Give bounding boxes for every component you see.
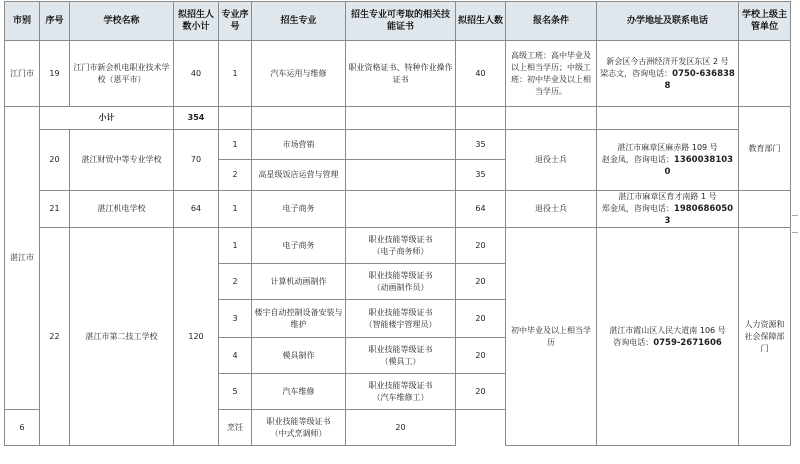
address-text: 新会区今古洲经济开发区东区 2 号	[606, 56, 729, 66]
plan-count-cell: 20	[456, 374, 506, 410]
phone-number: 19806860503	[664, 204, 734, 226]
header-plan-count: 拟招生人数	[456, 2, 506, 41]
cert-cell	[346, 228, 456, 264]
city-cell: 江门市	[5, 41, 40, 107]
major-cell: 高星级饭店运营与管理	[252, 160, 346, 191]
cert-line: 职业技能等级证书	[368, 234, 433, 244]
plan-count-cell: 20	[456, 300, 506, 338]
school-cell: 湛江市第二技工学校	[70, 228, 174, 446]
major-seq-cell: 4	[219, 338, 252, 374]
address-text: 湛江市麻章区育才南路 1 号	[618, 192, 717, 201]
plan-total-cell: 40	[174, 41, 219, 107]
major-cell: 市场营销	[252, 130, 346, 160]
table-row	[5, 130, 791, 160]
conditions-cell: 初中毕业及以上相当学历	[506, 228, 597, 446]
address-text: 湛江市霞山区人民大道南 106 号	[609, 325, 726, 335]
major-seq-cell: 5	[219, 374, 252, 410]
major-seq-cell: 1	[219, 191, 252, 228]
plan-count-cell: 35	[456, 160, 506, 191]
plan-count-cell: 20	[456, 264, 506, 300]
cert-cell	[346, 191, 456, 228]
major-cell: 烹饪	[219, 410, 252, 446]
seq-cell: 19	[40, 41, 70, 107]
header-seq: 序号	[40, 2, 70, 41]
plan-total-cell: 120	[174, 228, 219, 446]
city-cell: 湛江市	[5, 107, 40, 410]
major-cell: 电子商务	[252, 228, 346, 264]
header-address: 办学地址及联系电话	[597, 2, 739, 41]
seq-cell: 22	[40, 228, 70, 446]
address-cell	[597, 41, 739, 107]
cert-cell	[346, 264, 456, 300]
header-major-seq: 专业序号	[219, 2, 252, 41]
table-row	[5, 228, 791, 264]
cert-detail: （模具工）	[380, 356, 421, 366]
major-cell: 计算机动画制作	[252, 264, 346, 300]
cert-line: 职业技能等级证书	[368, 307, 433, 317]
major-seq-cell: 1	[219, 228, 252, 264]
contact-line	[599, 68, 736, 92]
contact-line	[599, 337, 736, 349]
conditions-cell: 高级工班：高中毕业及以上相当学历；中级工班：初中毕业及以上相当学历。	[506, 41, 597, 107]
seq-cell: 20	[40, 130, 70, 191]
authority-cell: 人力资源和社会保障部门	[739, 228, 791, 446]
address-text: 湛江市麻章区麻赤路 109 号	[617, 143, 718, 152]
major-seq-cell: 2	[219, 264, 252, 300]
contact-line	[599, 154, 736, 178]
contact-text: 梁志文，咨询电话：	[600, 68, 673, 78]
address-cell	[597, 228, 739, 446]
subtotal-label: 小计	[40, 107, 174, 130]
subtotal-row	[5, 107, 791, 130]
major-cell: 汽车维修	[252, 374, 346, 410]
header-plan-total: 拟招生人数小计	[174, 2, 219, 41]
phone-number: 0750-6368388	[664, 68, 735, 91]
authority-cell	[739, 41, 791, 107]
seq-cell: 21	[40, 191, 70, 228]
plan-count-cell: 20	[456, 338, 506, 374]
header-city: 市别	[5, 2, 40, 41]
contact-text: 咨询电话：	[613, 337, 654, 347]
major-cell: 模具制作	[252, 338, 346, 374]
header-conditions: 报名条件	[506, 2, 597, 41]
major-seq-cell: 1	[219, 130, 252, 160]
table-row	[5, 191, 791, 228]
contact-text: 赵金凤，咨询电话：	[601, 155, 674, 164]
cert-cell	[346, 374, 456, 410]
contact-line	[599, 203, 736, 227]
cert-detail: （中式烹调师）	[270, 428, 327, 438]
major-seq-cell: 6	[5, 410, 40, 446]
cert-cell	[252, 410, 346, 446]
cert-cell	[346, 130, 456, 160]
plan-total-cell: 64	[174, 191, 219, 228]
plan-count-cell: 64	[456, 191, 506, 228]
cert-cell: 职业资格证书、特种作业操作证书	[346, 41, 456, 107]
header-cert: 招生专业可考取的相关技能证书	[346, 2, 456, 41]
address-cell	[597, 191, 739, 228]
plan-count-cell: 20	[456, 228, 506, 264]
enrollment-table	[4, 1, 791, 446]
table-row	[5, 41, 791, 107]
plan-count-cell: 40	[456, 41, 506, 107]
cert-detail: （智能楼宇管理员）	[364, 319, 437, 329]
subtotal-value: 354	[174, 107, 219, 130]
cert-line: 职业技能等级证书	[368, 270, 433, 280]
address-cell	[597, 130, 739, 191]
phone-number: 13600381030	[664, 155, 734, 177]
plan-count-cell: 20	[346, 410, 456, 446]
school-cell: 湛江机电学校	[70, 191, 174, 228]
major-cell: 汽车运用与维修	[252, 41, 346, 107]
cert-line: 职业技能等级证书	[368, 380, 433, 390]
plan-count-cell: 35	[456, 130, 506, 160]
major-seq-cell: 2	[219, 160, 252, 191]
major-seq-cell: 3	[219, 300, 252, 338]
major-cell: 楼宇自动控制设备安装与维护	[252, 300, 346, 338]
header-school: 学校名称	[70, 2, 174, 41]
school-cell: 江门市新会机电职业技术学校（恩平市）	[70, 41, 174, 107]
conditions-cell: 退役士兵	[506, 130, 597, 191]
phone-number: 0759-2671606	[653, 337, 722, 348]
edge-mark	[792, 232, 798, 233]
cert-detail: （电子商务师）	[372, 246, 429, 256]
cert-detail: （汽车维修工）	[372, 392, 429, 402]
authority-cell: 教育部门	[739, 107, 791, 191]
contact-text: 郑金凤，咨询电话：	[601, 204, 674, 213]
school-cell: 湛江财贸中等专业学校	[70, 130, 174, 191]
header-row	[5, 2, 791, 41]
major-cell: 电子商务	[252, 191, 346, 228]
plan-total-cell: 70	[174, 130, 219, 191]
cert-cell	[346, 300, 456, 338]
cert-cell	[346, 160, 456, 191]
cert-cell	[346, 338, 456, 374]
header-authority: 学校上级主管单位	[739, 2, 791, 41]
major-seq-cell: 1	[219, 41, 252, 107]
header-major: 招生专业	[252, 2, 346, 41]
edge-mark	[792, 215, 798, 216]
cert-line: 职业技能等级证书	[266, 416, 331, 426]
conditions-cell: 退役士兵	[506, 191, 597, 228]
cert-line: 职业技能等级证书	[368, 344, 433, 354]
cert-detail: （动画制作员）	[372, 282, 429, 292]
